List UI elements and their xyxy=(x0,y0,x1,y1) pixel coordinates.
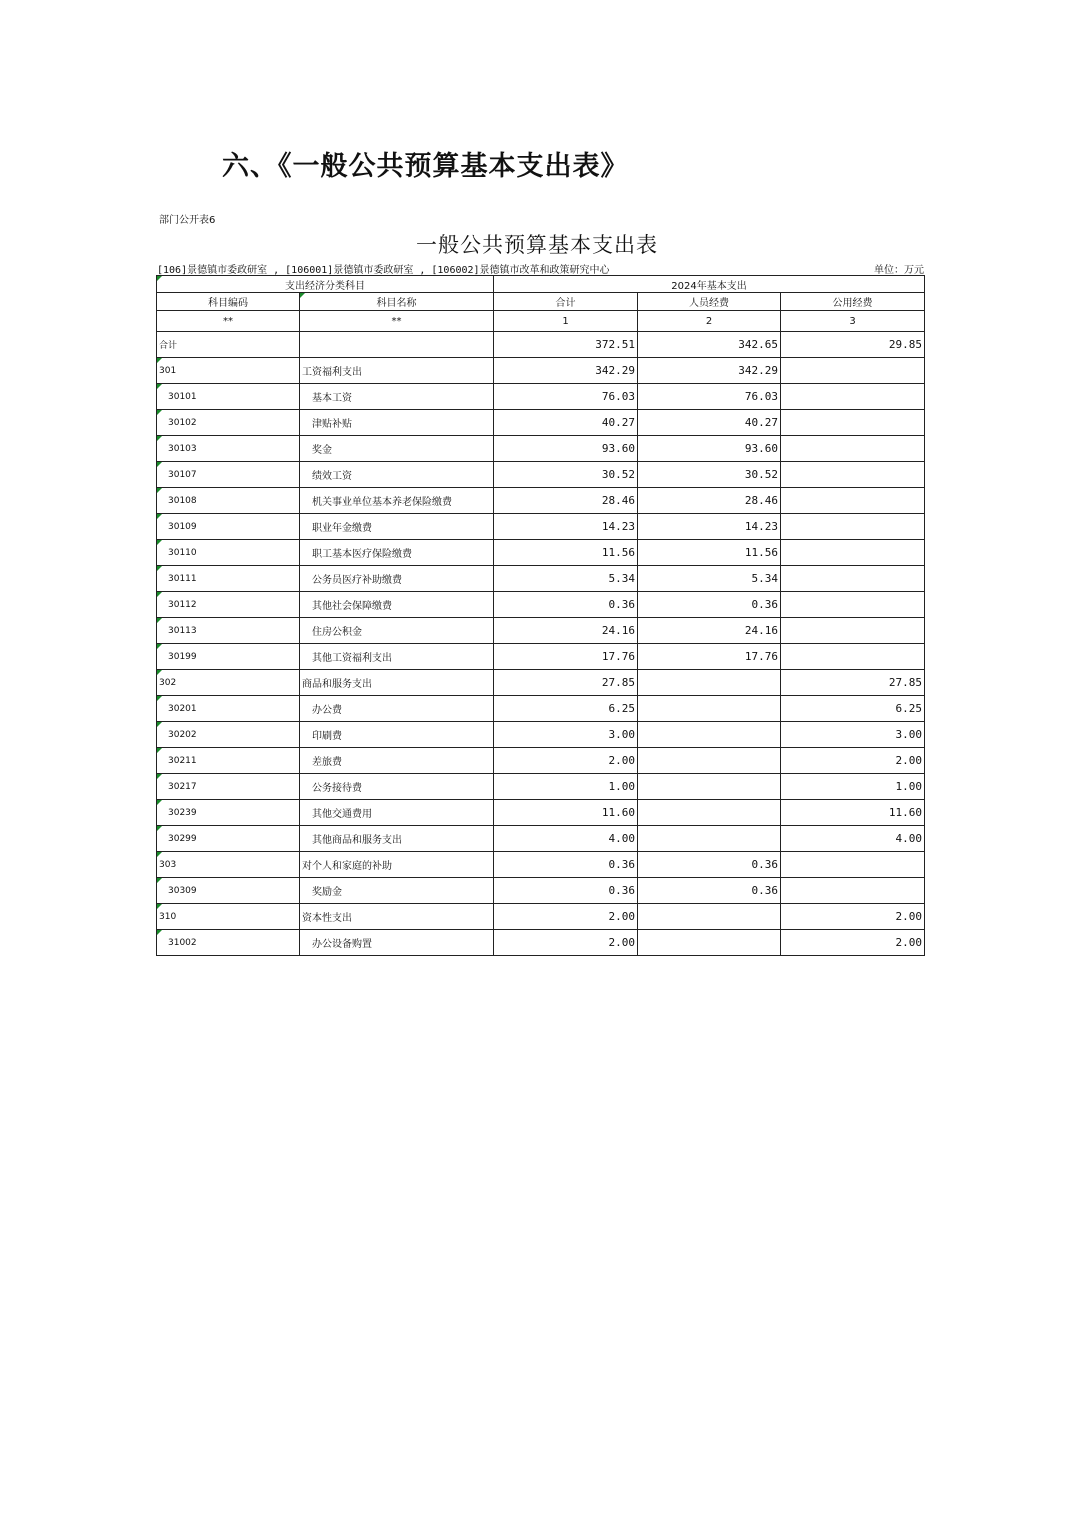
table-row xyxy=(157,618,925,644)
row-code: 30113 xyxy=(157,618,300,644)
row-code: 31002 xyxy=(157,930,300,956)
row-personnel xyxy=(638,904,781,930)
row-public xyxy=(781,592,925,618)
row-total: 27.85 xyxy=(494,670,638,696)
header-total: 合计 xyxy=(494,293,638,311)
row-public: 2.00 xyxy=(781,904,925,930)
row-total: 30.52 xyxy=(494,462,638,488)
row-total: 3.00 xyxy=(494,722,638,748)
row-total: 17.76 xyxy=(494,644,638,670)
row-code: 301 xyxy=(157,358,300,384)
row-personnel: 17.76 xyxy=(638,644,781,670)
row-public xyxy=(781,540,925,566)
row-name: 工资福利支出 xyxy=(300,358,494,384)
table-row xyxy=(157,462,925,488)
row-code: 30103 xyxy=(157,436,300,462)
row-total: 76.03 xyxy=(494,384,638,410)
unit-currency: 单位：万元 xyxy=(874,265,924,276)
table-row xyxy=(157,826,925,852)
row-code: 30102 xyxy=(157,410,300,436)
row-personnel: 11.56 xyxy=(638,540,781,566)
row-name: 公务员医疗补助缴费 xyxy=(300,566,494,592)
table-row xyxy=(157,436,925,462)
table-row xyxy=(157,644,925,670)
row-code: 30309 xyxy=(157,878,300,904)
table-title: 一般公共预算基本支出表 xyxy=(416,233,658,257)
row-personnel xyxy=(638,670,781,696)
table-row xyxy=(157,514,925,540)
header-row-columns xyxy=(157,293,925,311)
row-name: 其他交通费用 xyxy=(300,800,494,826)
row-total: 93.60 xyxy=(494,436,638,462)
row-public: 2.00 xyxy=(781,748,925,774)
row-name: 其他商品和服务支出 xyxy=(300,826,494,852)
row-name: 差旅费 xyxy=(300,748,494,774)
header-name: 科目名称 xyxy=(300,293,494,311)
header-personnel: 人员经费 xyxy=(638,293,781,311)
row-total: 14.23 xyxy=(494,514,638,540)
unit-line xyxy=(157,261,924,276)
row-public: 2.00 xyxy=(781,930,925,956)
table-body xyxy=(157,332,925,956)
row-total: 2.00 xyxy=(494,904,638,930)
row-name: 印刷费 xyxy=(300,722,494,748)
row-name: 对个人和家庭的补助 xyxy=(300,852,494,878)
row-total: 11.60 xyxy=(494,800,638,826)
row-name: 公务接待费 xyxy=(300,774,494,800)
row-personnel: 30.52 xyxy=(638,462,781,488)
row-code: 30112 xyxy=(157,592,300,618)
row-public: 6.25 xyxy=(781,696,925,722)
row-name: 职工基本医疗保险缴费 xyxy=(300,540,494,566)
row-total: 0.36 xyxy=(494,592,638,618)
row-name: 职业年金缴费 xyxy=(300,514,494,540)
row-total: 0.36 xyxy=(494,852,638,878)
row-total: 0.36 xyxy=(494,878,638,904)
row-total: 372.51 xyxy=(494,332,638,358)
row-public: 1.00 xyxy=(781,774,925,800)
row-code: 302 xyxy=(157,670,300,696)
row-personnel: 5.34 xyxy=(638,566,781,592)
row-code: 30109 xyxy=(157,514,300,540)
row-personnel: 342.29 xyxy=(638,358,781,384)
row-name xyxy=(300,332,494,358)
row-public: 11.60 xyxy=(781,800,925,826)
row-personnel xyxy=(638,800,781,826)
row-public xyxy=(781,384,925,410)
row-public xyxy=(781,514,925,540)
row-public xyxy=(781,852,925,878)
table-row xyxy=(157,930,925,956)
index-star-1: ** xyxy=(157,311,300,332)
table-row xyxy=(157,332,925,358)
row-code: 30202 xyxy=(157,722,300,748)
row-personnel: 76.03 xyxy=(638,384,781,410)
table-row xyxy=(157,878,925,904)
row-personnel xyxy=(638,774,781,800)
row-code: 30111 xyxy=(157,566,300,592)
table-row xyxy=(157,592,925,618)
row-code: 30108 xyxy=(157,488,300,514)
row-personnel: 93.60 xyxy=(638,436,781,462)
table-row xyxy=(157,696,925,722)
row-public xyxy=(781,462,925,488)
table-row xyxy=(157,722,925,748)
row-public xyxy=(781,358,925,384)
row-personnel: 0.36 xyxy=(638,592,781,618)
row-total: 4.00 xyxy=(494,826,638,852)
row-name: 津贴补贴 xyxy=(300,410,494,436)
header-row-index xyxy=(157,311,925,332)
row-personnel: 14.23 xyxy=(638,514,781,540)
row-code: 30299 xyxy=(157,826,300,852)
header-row-group xyxy=(157,276,925,293)
row-code: 合计 xyxy=(157,332,300,358)
row-name: 商品和服务支出 xyxy=(300,670,494,696)
row-total: 40.27 xyxy=(494,410,638,436)
row-personnel xyxy=(638,826,781,852)
row-name: 奖励金 xyxy=(300,878,494,904)
row-total: 5.34 xyxy=(494,566,638,592)
budget-table xyxy=(156,275,925,956)
table-row xyxy=(157,748,925,774)
row-personnel xyxy=(638,748,781,774)
row-total: 24.16 xyxy=(494,618,638,644)
row-public xyxy=(781,618,925,644)
row-public xyxy=(781,878,925,904)
page-heading: 六、《一般公共预算基本支出表》 xyxy=(222,151,629,182)
row-code: 30107 xyxy=(157,462,300,488)
row-name: 基本工资 xyxy=(300,384,494,410)
row-personnel: 0.36 xyxy=(638,852,781,878)
row-personnel: 28.46 xyxy=(638,488,781,514)
row-total: 1.00 xyxy=(494,774,638,800)
row-code: 30199 xyxy=(157,644,300,670)
index-star-2: ** xyxy=(300,311,494,332)
row-public: 4.00 xyxy=(781,826,925,852)
row-personnel xyxy=(638,722,781,748)
row-name: 住房公积金 xyxy=(300,618,494,644)
header-code: 科目编码 xyxy=(157,293,300,311)
table-row xyxy=(157,384,925,410)
row-personnel xyxy=(638,930,781,956)
row-name: 绩效工资 xyxy=(300,462,494,488)
row-personnel: 24.16 xyxy=(638,618,781,644)
row-total: 28.46 xyxy=(494,488,638,514)
row-name: 其他社会保障缴费 xyxy=(300,592,494,618)
document-label: 部门公开表6 xyxy=(159,215,216,226)
index-2: 2 xyxy=(638,311,781,332)
row-personnel: 40.27 xyxy=(638,410,781,436)
header-public: 公用经费 xyxy=(781,293,925,311)
row-total: 6.25 xyxy=(494,696,638,722)
table-row xyxy=(157,904,925,930)
row-code: 30110 xyxy=(157,540,300,566)
row-code: 30201 xyxy=(157,696,300,722)
row-personnel xyxy=(638,696,781,722)
row-public: 27.85 xyxy=(781,670,925,696)
row-public xyxy=(781,644,925,670)
index-1: 1 xyxy=(494,311,638,332)
row-name: 奖金 xyxy=(300,436,494,462)
row-name: 资本性支出 xyxy=(300,904,494,930)
row-public: 3.00 xyxy=(781,722,925,748)
table-row xyxy=(157,358,925,384)
row-code: 30211 xyxy=(157,748,300,774)
header-basic-expenditure: 2024年基本支出 xyxy=(494,276,925,293)
row-name: 机关事业单位基本养老保险缴费 xyxy=(300,488,494,514)
row-personnel: 342.65 xyxy=(638,332,781,358)
row-public xyxy=(781,488,925,514)
table-row xyxy=(157,540,925,566)
row-total: 11.56 xyxy=(494,540,638,566)
row-public xyxy=(781,410,925,436)
row-total: 2.00 xyxy=(494,748,638,774)
table-row xyxy=(157,852,925,878)
row-code: 303 xyxy=(157,852,300,878)
row-name: 其他工资福利支出 xyxy=(300,644,494,670)
header-economic-category: 支出经济分类科目 xyxy=(157,276,494,293)
row-total: 2.00 xyxy=(494,930,638,956)
row-code: 30239 xyxy=(157,800,300,826)
row-total: 342.29 xyxy=(494,358,638,384)
table-row xyxy=(157,800,925,826)
table-row xyxy=(157,670,925,696)
row-code: 310 xyxy=(157,904,300,930)
row-public xyxy=(781,566,925,592)
unit-department: [106]景德镇市委政研室 , [106001]景德镇市委政研室 , [106002]景德镇市改革和政策研究中心 xyxy=(157,265,610,276)
table-row xyxy=(157,488,925,514)
table-row xyxy=(157,566,925,592)
row-name: 办公费 xyxy=(300,696,494,722)
table-row xyxy=(157,410,925,436)
row-code: 30101 xyxy=(157,384,300,410)
row-code: 30217 xyxy=(157,774,300,800)
index-3: 3 xyxy=(781,311,925,332)
row-public xyxy=(781,436,925,462)
row-public: 29.85 xyxy=(781,332,925,358)
table-row xyxy=(157,774,925,800)
row-personnel: 0.36 xyxy=(638,878,781,904)
row-name: 办公设备购置 xyxy=(300,930,494,956)
